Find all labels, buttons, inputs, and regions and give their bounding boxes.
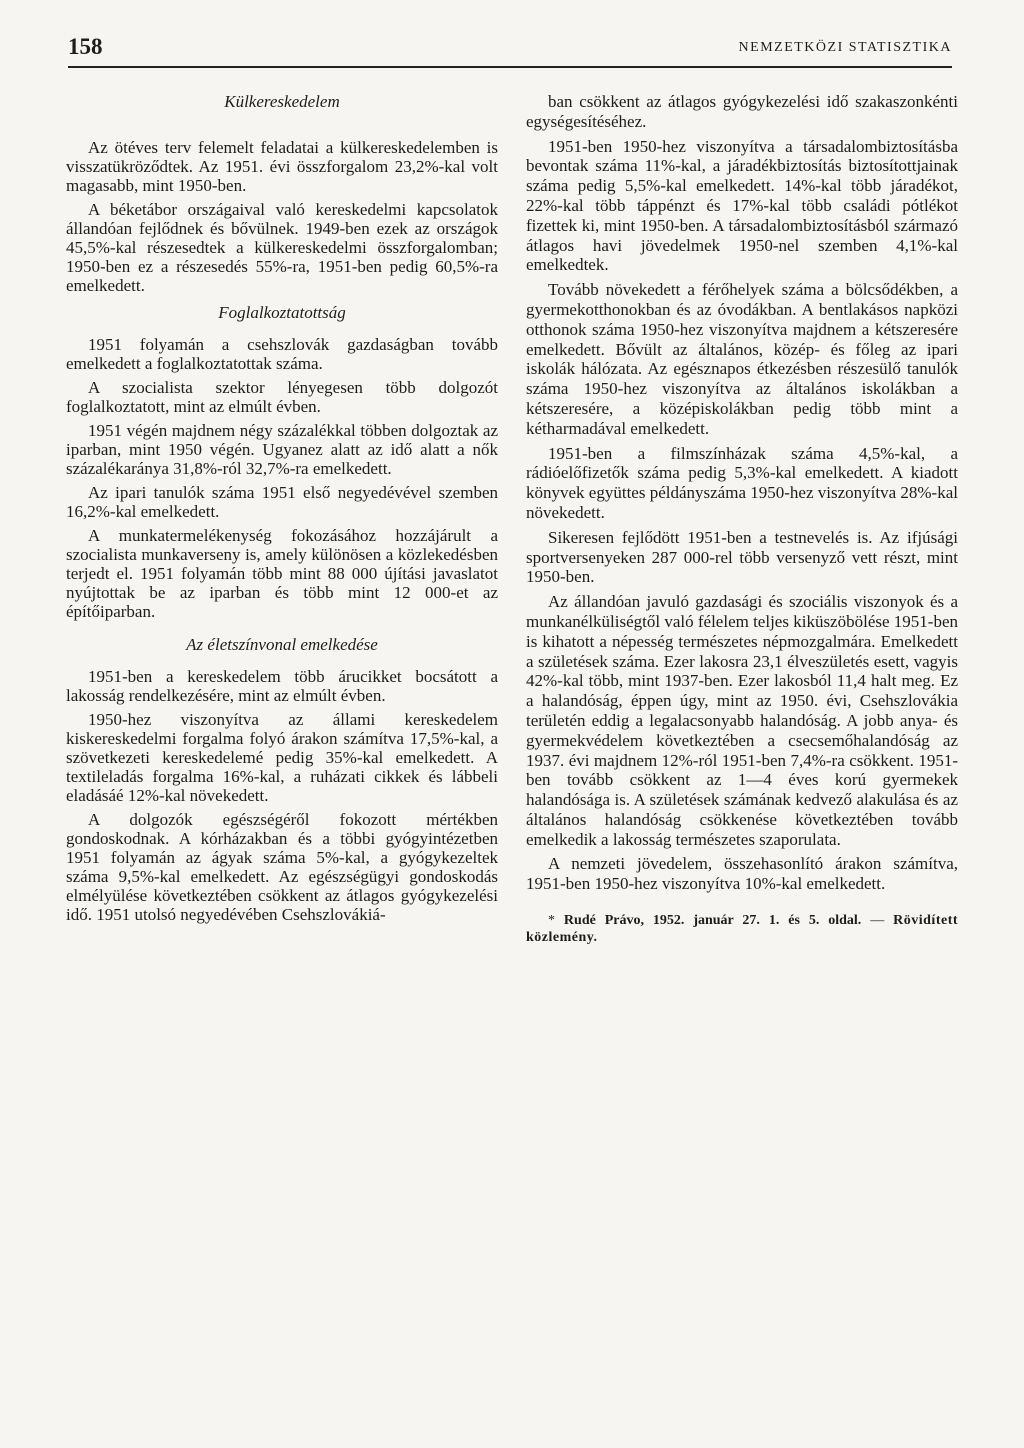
paragraph: Tovább növekedett a férőhelyek száma a bölcsődékben, a gyermekotthonokban és az óvodákban. A bentlakásos napközi otthonok száma 1950-hez viszonyítva majdnem a kétszeresére emelkedett. Bővült az általános, közép- és főleg az ipari iskolák hálózata. Az egésznapos étkezésben részesülő tanulók száma 1950-hez viszonyítva az általános iskolákban a kétszeresére, a középiskolákban pedig több mint a kétharmadával emelkedett. bbox=[526, 280, 958, 438]
footnote bbox=[526, 912, 958, 946]
footnote-dash: — bbox=[870, 913, 885, 929]
running-title: NEMZETKÖZI STATISZTIKA bbox=[738, 40, 952, 55]
paragraph: 1951 végén majdnem négy százalékkal többen dolgoztak az iparban, mint 1950 végén. Ugyanez alatt az idő alatt a nők százalékaránya 31,8%-ról 32,7%-ra emelkedett. bbox=[66, 421, 498, 478]
paragraph: A szocialista szektor lényegesen több dolgozót foglalkoztatott, mint az elmúlt évben. bbox=[66, 378, 498, 416]
section-heading-eletszinvonal: Az életszínvonal emelkedése bbox=[186, 635, 378, 654]
paragraph: 1951-ben a filmszínházak száma 4,5%-kal, a rádióelőfizetők száma pedig 5,3%-kal emelkedett. A kiadott könyvek együttes példányszáma 1950-hez viszonyítva 28%-kal növekedett. bbox=[526, 443, 958, 522]
page-number: 158 bbox=[68, 34, 103, 59]
footnote-note: Rövidített közlemény. bbox=[526, 913, 959, 946]
paragraph: ban csökkent az átlagos gyógykezelési idő szakaszonkénti egységesítéséhez. bbox=[526, 92, 958, 131]
paragraph: A nemzeti jövedelem, összehasonlító árakon számítva, 1951-ben 1950-hez viszonyítva 10%-kal emelkedett. bbox=[526, 854, 958, 894]
paragraph: Az ötéves terv felemelt feladatai a külkereskedelemben is visszatükröződtek. Az 1951. évi összforgalom 23,2%-kal volt magasabb, mint 1950-ben. bbox=[66, 138, 498, 195]
paragraph: Sikeresen fejlődött 1951-ben a testnevelés is. Az ifjúsági sportversenyeken 287 000-rel több versenyző vett részt, mint 1950-ben. bbox=[526, 527, 958, 587]
footnote-marker: * bbox=[548, 913, 555, 929]
paragraph: 1951 folyamán a csehszlovák gazdaságban tovább emelkedett a foglalkoztatottak száma. bbox=[66, 335, 498, 373]
page-header bbox=[68, 34, 952, 68]
paragraph: A munkatermelékenység fokozásához hozzájárult a szocialista munkaverseny is, amely különösen a közlekedésben terjedt el. 1951 folyamán több mint 88 000 újítási javaslatot nyújtottak be az iparban és több mint 12 000-et az építőiparban. bbox=[66, 526, 498, 621]
paragraph: Az állandóan javuló gazdasági és szociális viszonyok és a munkanélküliségtől való félelem teljes kiküszöbölése 1951-ben is kihatott a népesség természetes népmozgalmára. Emelkedett a születések száma. Ezer lakosra 23,1 élveszületés esett, vagyis 42%-kal több, mint 1937-ben. Ezer lakosból 11,4 halt meg. Ez a halandóság, éppen úgy, mint az 1950. évi, Csehszlovákia területén eddig a legalacsonyabb halandóság. A jobb anya- és gyermekvédelem következtében a csecsemőhalandóság az 1937. évi majdnem 12%-ról 1951-ben 7,4%-ra csökkent. 1951-ben tovább csökkent az 1—4 éves korú gyermekek halandósága is. A születések számának kedvező alakulása és az általános halandóság csökkenése következtében tovább emelkedik a lakosság természetes szaporulata. bbox=[526, 592, 958, 849]
paragraph: 1950-hez viszonyítva az állami kereskedelem kiskereskedelmi forgalma folyó árakon számítva 17,5%-kal, a szövetkezeti kereskedelemé pedig 35%-kal emelkedett. A textileladás forgalma 16%-kal, a ruházati cikkek és lábbeli eladásáé 12%-kal növekedett. bbox=[66, 710, 498, 805]
right-column bbox=[526, 92, 958, 946]
paragraph: 1951-ben a kereskedelem több árucikket bocsátott a lakosság rendelkezésére, mint az elmúlt évben. bbox=[66, 667, 498, 705]
paragraph: Az ipari tanulók száma 1951 első negyedévével szemben 16,2%-kal emelkedett. bbox=[66, 483, 498, 521]
paragraph: A béketábor országaival való kereskedelmi kapcsolatok állandóan fejlődnek és bővülnek. 1949-ben ezek az országok 45,5%-kal részesedtek a külkereskedelmi összforgalomban; 1950-ben ez a részesedés 55%-ra, 1951-ben pedig 60,5%-ra emelkedett. bbox=[66, 200, 498, 295]
paragraph: A dolgozók egészségéről fokozott mértékben gondoskodnak. A kórházakban és a többi gyógyintézetben 1951 folyamán az ágyak száma 5%-kal, a gyógykezeltek száma 9,5%-kal emelkedett. Az egészségügyi gondoskodás elmélyülése következtében csökkent az átlagos gyógykezelési idő. 1951 utolsó negyedévében Csehszlovákiá- bbox=[66, 810, 498, 924]
left-column bbox=[66, 92, 498, 924]
paragraph: 1951-ben 1950-hez viszonyítva a társadalombiztosításba bevontak száma 11%-kal, a járadékbiztosítás biztosítottjainak száma pedig 5,5%-kal emelkedett. 14%-kal több járadékot, 22%-kal több táppénzt és 17%-kal több családi pótlékot fizettek ki, mint 1950-ben. A társadalombiztosításból származó átlagos havi jövedelmek 1950-nel szemben 4,1%-kal emelkedtek. bbox=[526, 136, 958, 275]
footnote-source: Rudé Právo, 1952. január 27. 1. és 5. oldal. bbox=[563, 913, 862, 929]
section-heading-foglalkoztatottsag: Foglalkoztatottság bbox=[218, 303, 346, 322]
section-heading-kulkereskedelem: Külkereskedelem bbox=[224, 92, 340, 111]
